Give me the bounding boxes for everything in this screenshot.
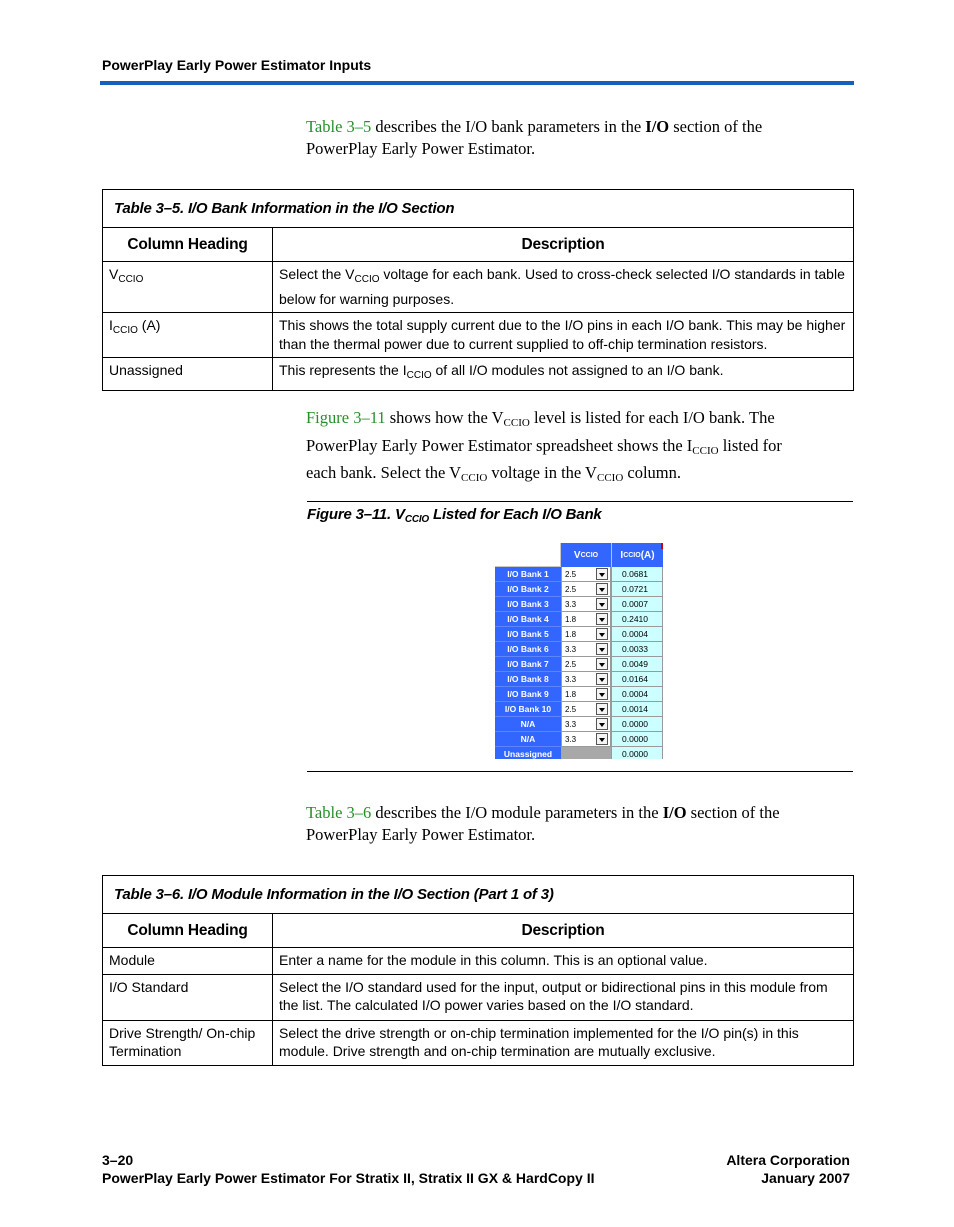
dropdown-arrow-icon[interactable] <box>596 658 608 670</box>
row-heading: I/O Standard <box>103 974 273 1020</box>
iccio-value-cell: 0.0004 <box>611 627 663 642</box>
dropdown-arrow-icon[interactable] <box>596 718 608 730</box>
figure-caption: Figure 3–11. $V_{CCIO}$ Listed for Each I/O Bank <box>307 506 602 525</box>
vccio-value: 2.5 <box>565 570 577 579</box>
iccio-value-cell: 0.0007 <box>611 597 663 612</box>
figure-top-rule <box>307 501 853 502</box>
table-row <box>103 974 854 1020</box>
xref-table-3-6[interactable]: Table 3–6 <box>306 803 372 822</box>
iccio-value-cell: 0.0004 <box>611 687 663 702</box>
dropdown-arrow-icon[interactable] <box>596 733 608 745</box>
dropdown-arrow-icon[interactable] <box>596 703 608 715</box>
intro-paragraph-table-3-6: Table 3–6 describes the I/O module parameters in the I/O section of the PowerPlay Early Power Estimator. <box>306 803 780 844</box>
iccio-value-cell: 0.2410 <box>611 612 663 627</box>
table-row <box>103 313 854 358</box>
book-title: PowerPlay Early Power Estimator For Stratix II, Stratix II GX & HardCopy II <box>102 1170 595 1186</box>
row-description: Select the drive strength or on-chip termination implemented for the I/O pin(s) in this module. Drive strength and on-chip termination are mutually exclusive. <box>273 1020 854 1065</box>
table-row <box>103 358 854 391</box>
iccio-value-cell: 0.0000 <box>611 717 663 732</box>
iccio-column-header: I CCIO (A) <box>611 543 663 567</box>
spreadsheet-row <box>495 642 663 657</box>
vccio-value: 1.8 <box>565 630 577 639</box>
row-description: This represents the $I_{CCIO}$ of all I/O modules not assigned to an I/O bank. <box>273 358 854 391</box>
spreadsheet-row <box>495 567 663 582</box>
xref-figure-3-11[interactable]: Figure 3–11 <box>306 408 386 427</box>
xref-table-3-5[interactable]: Table 3–5 <box>306 117 372 136</box>
figure-intro-paragraph: Figure 3–11 shows how the $V_{CCIO}$ level is listed for each I/O bank. The PowerPlay Early Power Estimator spreadsheet shows the $I_{CCIO}$ listed for each bank. Select the $V_{CCIO}$ voltage in the $V_{CCIO}$ column. <box>306 408 782 484</box>
bank-label-cell: I/O Bank 2 <box>495 582 561 597</box>
vccio-column-header: V CCIO <box>561 543 611 567</box>
vccio-select-cell[interactable] <box>561 597 611 612</box>
iccio-value-cell: 0.0681 <box>611 567 663 582</box>
vccio-spreadsheet <box>495 543 665 759</box>
column-heading-header: Column Heading <box>103 914 273 948</box>
vccio-select-cell[interactable] <box>561 687 611 702</box>
iccio-value-cell: 0.0721 <box>611 582 663 597</box>
spreadsheet-row <box>495 717 663 732</box>
bank-label-cell: I/O Bank 8 <box>495 672 561 687</box>
vccio-value: 1.8 <box>565 615 577 624</box>
vccio-select-cell <box>561 747 611 759</box>
spreadsheet-row <box>495 657 663 672</box>
dropdown-arrow-icon[interactable] <box>596 583 608 595</box>
row-heading: $V_{CCIO}$ <box>103 262 273 313</box>
bank-label-cell: I/O Bank 10 <box>495 702 561 717</box>
iccio-value-cell: 0.0000 <box>611 747 663 759</box>
iccio-value-cell: 0.0000 <box>611 732 663 747</box>
vccio-value: 3.3 <box>565 720 577 729</box>
vccio-select-cell[interactable] <box>561 702 611 717</box>
bank-label-cell: Unassigned <box>495 747 561 759</box>
company-name: Altera Corporation <box>726 1152 850 1168</box>
bank-label-cell: I/O Bank 5 <box>495 627 561 642</box>
spreadsheet-row <box>495 612 663 627</box>
bank-label-cell: I/O Bank 1 <box>495 567 561 582</box>
row-heading: Drive Strength/ On-chip Termination <box>103 1020 273 1065</box>
spreadsheet-row <box>495 747 663 759</box>
spreadsheet-row <box>495 702 663 717</box>
vccio-select-cell[interactable] <box>561 627 611 642</box>
dropdown-arrow-icon[interactable] <box>596 598 608 610</box>
spreadsheet-corner-cell <box>495 543 561 567</box>
figure-bottom-rule <box>307 771 853 772</box>
spreadsheet-row <box>495 732 663 747</box>
vccio-value: 3.3 <box>565 645 577 654</box>
publication-date: January 2007 <box>761 1170 850 1186</box>
row-heading: $I_{CCIO}$ (A) <box>103 313 273 358</box>
row-description: Select the $V_{CCIO}$ voltage for each bank. Used to cross-check selected I/O standards in table below for warning purposes. <box>273 262 854 313</box>
dropdown-arrow-icon[interactable] <box>596 568 608 580</box>
spreadsheet-row <box>495 597 663 612</box>
table-3-5 <box>102 189 854 391</box>
table-3-5-title: Table 3–5. I/O Bank Information in the I/O Section <box>103 190 854 228</box>
dropdown-arrow-icon[interactable] <box>596 688 608 700</box>
running-head: PowerPlay Early Power Estimator Inputs <box>102 57 372 73</box>
vccio-select-cell[interactable] <box>561 642 611 657</box>
bank-label-cell: N/A <box>495 717 561 732</box>
vccio-value: 2.5 <box>565 660 577 669</box>
vccio-select-cell[interactable] <box>561 567 611 582</box>
table-3-6 <box>102 875 854 1066</box>
iccio-value-cell: 0.0164 <box>611 672 663 687</box>
iccio-value-cell: 0.0014 <box>611 702 663 717</box>
row-heading: Module <box>103 948 273 975</box>
vccio-value: 2.5 <box>565 705 577 714</box>
vccio-select-cell[interactable] <box>561 672 611 687</box>
bank-label-cell: I/O Bank 3 <box>495 597 561 612</box>
column-heading-header: Column Heading <box>103 228 273 262</box>
row-description: This shows the total supply current due to the I/O pins in each I/O bank. This may be higher than the thermal power due to current supplied to off-chip termination resistors. <box>273 313 854 358</box>
comment-marker <box>661 543 663 549</box>
spreadsheet-row <box>495 687 663 702</box>
dropdown-arrow-icon[interactable] <box>596 613 608 625</box>
spreadsheet-rows <box>495 567 663 759</box>
vccio-value: 1.8 <box>565 690 577 699</box>
vccio-value: 2.5 <box>565 585 577 594</box>
vccio-select-cell[interactable] <box>561 612 611 627</box>
spreadsheet-row <box>495 627 663 642</box>
row-heading: Unassigned <box>103 358 273 391</box>
description-header: Description <box>273 914 854 948</box>
description-header: Description <box>273 228 854 262</box>
spreadsheet-row <box>495 582 663 597</box>
bank-label-cell: I/O Bank 4 <box>495 612 561 627</box>
vccio-select-cell[interactable] <box>561 582 611 597</box>
page-number: 3–20 <box>102 1152 134 1168</box>
table-3-6-title: Table 3–6. I/O Module Information in the I/O Section (Part 1 of 3) <box>103 876 854 914</box>
table-row <box>103 1020 854 1065</box>
vccio-select-cell[interactable] <box>561 732 611 747</box>
vccio-value: 3.3 <box>565 735 577 744</box>
dropdown-arrow-icon[interactable] <box>596 628 608 640</box>
bank-label-cell: I/O Bank 9 <box>495 687 561 702</box>
vccio-select-cell[interactable] <box>561 657 611 672</box>
spreadsheet-row <box>495 672 663 687</box>
dropdown-arrow-icon[interactable] <box>596 673 608 685</box>
table-row <box>103 262 854 313</box>
header-rule <box>100 81 854 85</box>
bank-label-cell: I/O Bank 7 <box>495 657 561 672</box>
vccio-value: 3.3 <box>565 600 577 609</box>
dropdown-arrow-icon[interactable] <box>596 643 608 655</box>
vccio-value: 3.3 <box>565 675 577 684</box>
vccio-select-cell[interactable] <box>561 717 611 732</box>
table-row <box>103 948 854 975</box>
intro-paragraph-table-3-5: Table 3–5 describes the I/O bank parameters in the I/O section of the PowerPlay Early Power Estimator. <box>306 117 763 158</box>
row-description: Enter a name for the module in this column. This is an optional value. <box>273 948 854 975</box>
bank-label-cell: I/O Bank 6 <box>495 642 561 657</box>
bank-label-cell: N/A <box>495 732 561 747</box>
iccio-value-cell: 0.0033 <box>611 642 663 657</box>
iccio-value-cell: 0.0049 <box>611 657 663 672</box>
row-description: Select the I/O standard used for the input, output or bidirectional pins in this module from the list. The calculated I/O power varies based on the I/O standard. <box>273 974 854 1020</box>
